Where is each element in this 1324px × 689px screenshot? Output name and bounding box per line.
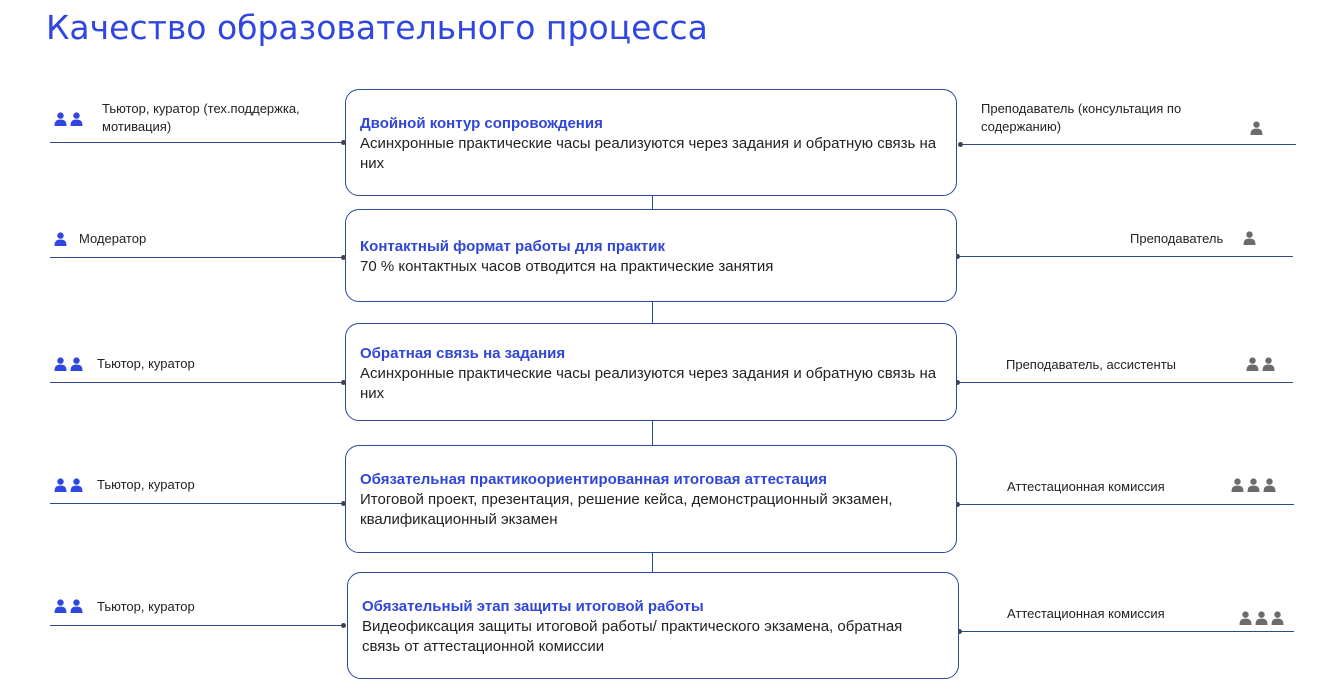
person-icon [1262,357,1275,371]
person-icon [70,112,83,126]
process-card [345,209,957,302]
right-connector-line [960,504,1294,505]
person-icon [54,599,67,613]
left-role-label: Тьютор, куратор [97,356,195,371]
person-icon [54,232,67,246]
page-title: Качество образовательного процесса [46,8,708,47]
card-heading: Обратная связь на задания [360,345,566,362]
right-connector-line [960,256,1293,257]
right-role-label: Аттестационная комиссия [1007,606,1165,621]
process-card [345,89,957,196]
right-role-label: Преподаватель [1130,231,1224,246]
three-person-icon [1239,611,1284,625]
person-icon [70,478,83,492]
person-icon [54,232,67,246]
person-icon [54,112,67,126]
left-connector-line [50,625,344,626]
person-icon [1255,611,1268,625]
person-icon [70,357,83,371]
person-icon [1243,231,1256,245]
person-icon [1271,611,1284,625]
person-icon [54,357,67,371]
person-icon [1250,121,1263,135]
card-heading: Двойной контур сопровождения [360,115,603,132]
connector-line [652,195,653,209]
right-connector-line [960,144,1296,145]
two-person-icon [1246,357,1275,371]
left-connector-line [50,382,344,383]
card-text: Итоговой проект, презентация, решение кейса, демонстрационный экзамен, квалификационный экзамен [360,491,893,528]
left-connector-line [50,142,344,143]
process-card [345,323,957,421]
person-icon [70,599,83,613]
person-icon [54,478,67,492]
person-icon [1263,478,1276,492]
right-connector-line [960,631,1294,632]
process-card [345,445,957,553]
three-person-icon [1231,478,1276,492]
card-text: 70 % контактных часов отводится на практические занятия [360,258,774,275]
person-icon [1243,231,1256,245]
person-icon [1231,478,1244,492]
person-icon [1239,611,1252,625]
connector-dot [341,623,346,628]
card-text: Видеофиксация защиты итоговой работы/ практического экзамена, обратная связь от аттестационной комиссии [362,618,903,655]
right-connector-line [960,382,1293,383]
connector-line [652,420,653,446]
two-person-icon [54,357,83,371]
right-role-label: Аттестационная комиссия [1007,479,1165,494]
process-card [347,572,959,679]
left-connector-line [50,257,344,258]
left-connector-line [50,503,344,504]
left-role-label: Тьютор, куратор (тех.поддержка, мотивация) [102,101,300,134]
two-person-icon [54,599,83,613]
left-role-label: Модератор [79,231,147,246]
right-role-label: Преподаватель (консультация по содержанию) [981,101,1182,134]
connector-line [652,302,653,324]
card-text: Асинхронные практические часы реализуются через задания и обратную связь на них [360,365,937,402]
card-heading: Обязательный этап защиты итоговой работы [362,598,704,615]
left-role-label: Тьютор, куратор [97,477,195,492]
right-role-label: Преподаватель, ассистенты [1006,357,1177,372]
card-heading: Контактный формат работы для практик [360,238,665,255]
person-icon [1246,357,1259,371]
connector-line [652,552,653,572]
person-icon [1250,121,1263,135]
person-icon [1247,478,1260,492]
two-person-icon [54,112,83,126]
card-heading: Обязательная практикоориентированная итоговая аттестация [360,471,827,488]
left-role-label: Тьютор, куратор [97,599,195,614]
two-person-icon [54,478,83,492]
connector-dot [958,142,963,147]
card-text: Асинхронные практические часы реализуются через задания и обратную связь на них [360,135,937,172]
